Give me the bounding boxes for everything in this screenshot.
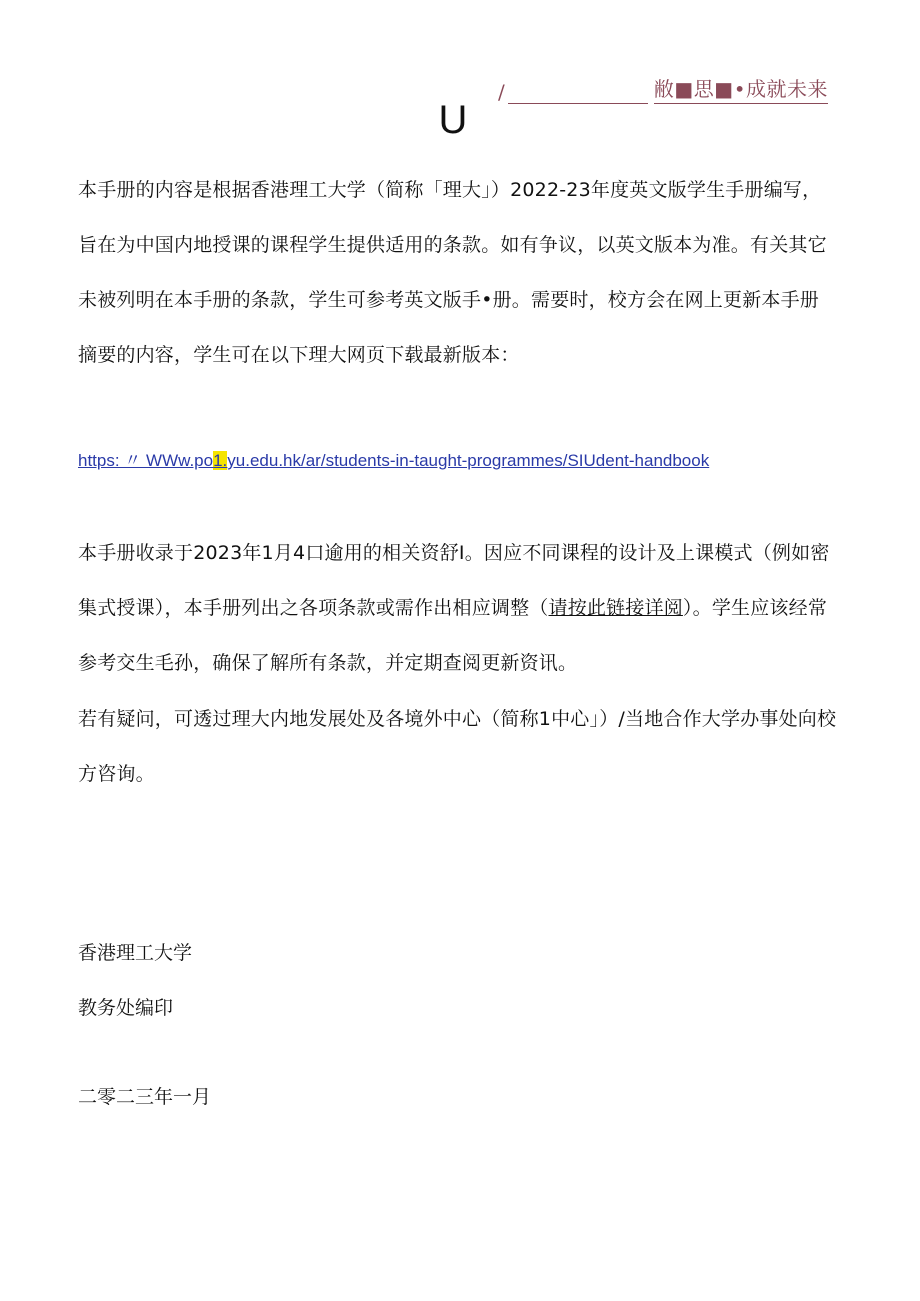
header-motto (498, 74, 828, 104)
issue-date: 二零二三年一月 (78, 1086, 212, 1108)
scope-paragraph (78, 526, 838, 691)
url-part-1: https: 〃 WWw.po (78, 451, 214, 470)
issuing-office: 教务处编印 (78, 997, 174, 1019)
url-highlight: 1. (213, 451, 228, 470)
contact-paragraph: 若有疑问，可透过理大内地发展处及各境外中心（简称1中心」）/当地合作大学办事处向校方咨询。 (78, 708, 837, 785)
header-mark: U (438, 98, 468, 142)
university-motto: 敝■思■•成就未来 (654, 73, 828, 104)
details-link[interactable]: 请按此链接详阅 (548, 597, 683, 619)
header-slash: / (498, 80, 505, 104)
url-part-2: yu.edu.hk/ar/students-in-taught-programmes/SIUdent-handbook (227, 451, 710, 470)
header-rule (508, 81, 648, 104)
university-name: 香港理工大学 (78, 942, 193, 964)
handbook-url-link[interactable] (78, 451, 709, 470)
scope-text-after: ）。学生应该经常参考交生毛孙，确保了解所有条款，并定期查阅更新资讯。 (78, 597, 828, 674)
scope-text-before: 本手册收录于2023年1月4口逾用的相关资舒I。因应不同课程的设计及上课模式（例如密集式授课），本手册列出之各项条款或需作出相应调整（ (78, 542, 830, 619)
handbook-url[interactable] (78, 446, 709, 471)
intro-paragraph: 本手册的内容是根据香港理工大学（简称「理大」）2022-23年度英文版学生手册编写，旨在为中国内地授课的课程学生提供适用的条款。如有争议，以英文版本为准。有关其它未被列明在本手册的条款，学生可参考英文版手•册。需要时，校方会在网上更新本手册摘要的内容，学生可在以下理大网页下载最新版本： (78, 179, 827, 366)
